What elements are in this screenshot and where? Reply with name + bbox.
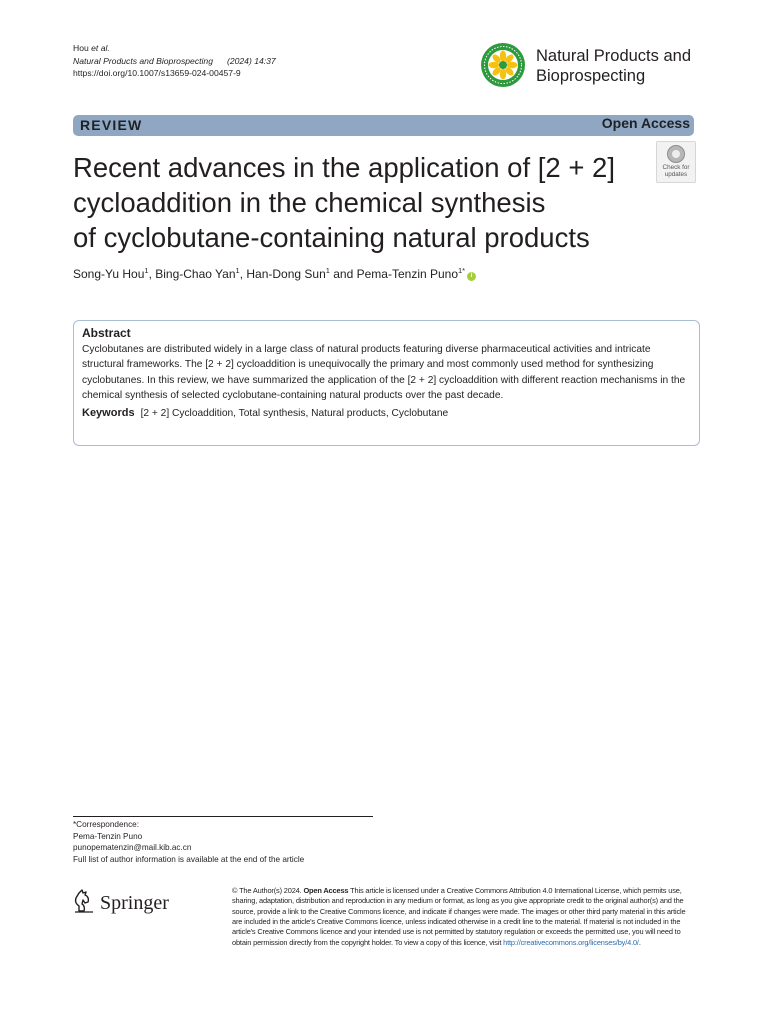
corresponding-email[interactable]: punopematenzin@mail.kib.ac.cn	[73, 843, 192, 852]
affiliation-mark: 1	[235, 266, 240, 275]
license-text: © The Author(s) 2024. Open Access This article is licensed under a Creative Commons Attribution 4.0 International License, which permits use, sharing, adaptation, distribution and reproduction in any medium or format, as long as you give appropriate credit to the original author(s) and the source, provide a link to the Creative Commons licence, and indicate if changes were made. The images or other third party material in this article are included in the article's Creative Commons licence, unless indicated otherwise in a credit line to the material. If material is not included in the article's Creative Commons licence and your intended use is not permitted by statutory regulation or exceeds the permitted use, you will need to obtain permission directly from the copyright holder. To view a copy of this licence, visit http://creativecommons.org/licenses/by/4.0/.	[232, 886, 686, 947]
title-line-2: cycloaddition in the chemical synthesis	[73, 187, 546, 218]
springer-horse-icon	[73, 889, 95, 913]
journal-name: Natural Products and Bioprospecting	[73, 55, 213, 66]
doi-link[interactable]: https://doi.org/10.1007/s13659-024-00457-9	[73, 68, 241, 78]
author-etal: et al.	[91, 43, 110, 53]
keywords-label: Keywords	[82, 407, 135, 420]
brand-line-2: Bioprospecting	[536, 67, 646, 85]
author-name: Han-Dong Sun	[246, 267, 326, 281]
footnote-divider	[73, 816, 373, 817]
abstract-text: Cyclobutanes are distributed widely in a large class of natural products featuring diverse pharmaceutical activities and intricate structural frameworks. The [2 + 2] cycloaddition is unequivocally the primary and most commonly used method for synthesizing cyclobutanes. In this review, we have summarized the application of the [2 + 2] cycloaddition with different reaction mechanisms in the chemical synthesis of selected cyclobutane-containing natural products over the past decade.	[82, 344, 686, 401]
author-list: Song-Yu Hou$^1$, Bing-Chao Yan$^1$, Han-Dong Sun$^1$ and Pema-Tenzin Puno$^{1*}$i	[73, 263, 476, 282]
publisher-name: Springer	[100, 892, 169, 914]
license-url[interactable]: http://creativecommons.org/licenses/by/4.0/	[503, 937, 639, 947]
check-for-updates-badge[interactable]	[656, 141, 696, 183]
affiliation-mark: 1*	[458, 266, 466, 275]
brand-line-1: Natural Products and	[536, 47, 692, 65]
author-name: Song-Yu Hou	[73, 267, 145, 281]
crossmark-icon	[667, 145, 685, 163]
check-updates-text: Check for updates	[662, 164, 690, 178]
copyright-notice: © The Author(s) 2024.	[232, 886, 304, 895]
flower-seal-logo	[480, 42, 526, 88]
license-body: This article is licensed under a Creative Commons Attribution 4.0 International License, which permits use, sharing, adaptation, distribution and reproduction in any medium or format, as long as you give appropriate credit to the original author(s) and the source, provide a link to the Creative Commons licence, and indicate if changes were made. The images or other third party material in this article are included in the article's Creative Commons licence, unless indicated otherwise in a credit line to the material. If material is not included in the article's Creative Commons licence and your intended use is not permitted by statutory regulation or exceeds the permitted use, you will need to obtain permission directly from the copyright holder. To view a copy of this licence, visit	[232, 886, 686, 947]
abstract-heading: Abstract	[82, 326, 131, 340]
year-volume: (2024) 14:37	[226, 55, 276, 66]
author-name: Bing-Chao Yan	[155, 267, 236, 281]
journal-brand-name	[536, 46, 691, 86]
orcid-icon[interactable]: i	[467, 272, 476, 281]
open-access-label: Open Access	[601, 115, 690, 131]
article-type-label: REVIEW	[80, 117, 143, 133]
keywords-list: [2 + 2] Cycloaddition, Total synthesis, Natural products, Cyclobutane	[140, 408, 449, 420]
affiliation-note: Full list of author information is available at the end of the article	[73, 854, 305, 864]
license-open-access: Open Access	[303, 886, 349, 895]
article-title	[73, 150, 648, 255]
citation-header	[73, 42, 276, 80]
footnote-label: *Correspondence:	[73, 820, 139, 829]
article-type-bar	[73, 115, 694, 136]
author-short: Hou et al.	[73, 43, 110, 53]
keywords-line	[82, 406, 689, 421]
journal-citation	[73, 55, 276, 68]
affiliation-mark: 1	[144, 266, 149, 275]
corresponding-author: Pema-Tenzin Puno	[73, 831, 143, 841]
author-name: Pema-Tenzin Puno	[356, 267, 459, 281]
title-line-1: Recent advances in the application of [2 + 2]	[73, 152, 615, 183]
affiliation-mark: 1	[325, 266, 330, 275]
correspondence-footnote	[73, 819, 304, 865]
abstract-box	[73, 320, 700, 446]
title-line-3: of cyclobutane-containing natural products	[73, 222, 590, 253]
